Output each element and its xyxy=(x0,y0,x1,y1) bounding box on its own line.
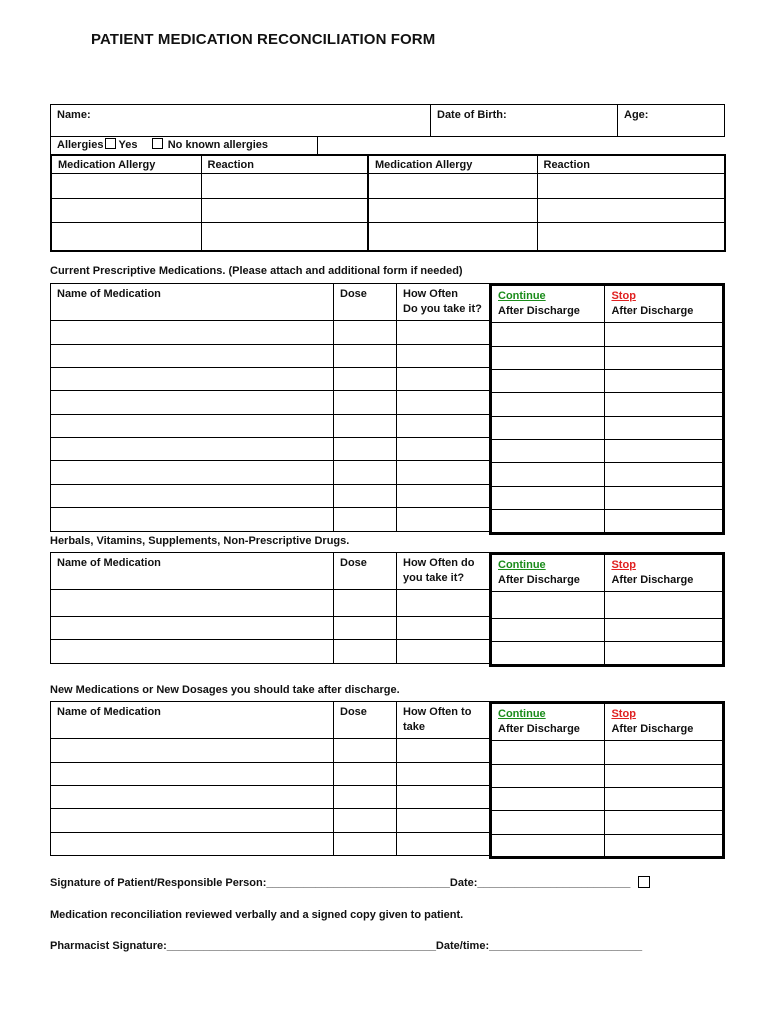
stop-cell[interactable] xyxy=(605,835,724,858)
discharge-row xyxy=(491,765,724,788)
allergy-cell[interactable] xyxy=(201,174,368,199)
med-cell[interactable] xyxy=(51,763,334,786)
med-cell[interactable] xyxy=(51,321,334,345)
continue-cell[interactable] xyxy=(491,323,605,347)
discharge-row xyxy=(491,592,724,619)
med-cell[interactable] xyxy=(397,739,491,763)
med-cell[interactable] xyxy=(334,415,397,438)
after-discharge-label: After Discharge xyxy=(498,305,580,317)
medication-row xyxy=(51,786,491,809)
med-cell[interactable] xyxy=(51,590,334,617)
signature-checkbox[interactable] xyxy=(638,876,650,888)
col-name-of-medication: Name of Medication xyxy=(51,702,334,739)
med-cell[interactable] xyxy=(397,786,491,809)
col-name-of-medication: Name of Medication xyxy=(51,284,334,321)
stop-cell[interactable] xyxy=(605,510,724,534)
medication-row xyxy=(51,438,491,461)
continue-cell[interactable] xyxy=(491,788,605,811)
medication-row xyxy=(51,617,491,640)
med-cell[interactable] xyxy=(397,809,491,833)
name-field[interactable] xyxy=(51,105,431,137)
allergy-cell[interactable] xyxy=(201,199,368,223)
med-cell[interactable] xyxy=(397,763,491,786)
med-cell[interactable] xyxy=(51,809,334,833)
stop-cell[interactable] xyxy=(605,619,724,642)
new-meds-discharge-table xyxy=(489,701,725,859)
medication-row xyxy=(51,485,491,508)
new-meds-heading: New Medications or New Dosages you should take after discharge. xyxy=(50,684,400,696)
patient-signature-line[interactable] xyxy=(50,877,630,889)
medication-row xyxy=(51,345,491,368)
stop-cell[interactable] xyxy=(605,347,724,370)
med-cell[interactable] xyxy=(51,485,334,508)
after-discharge-label: After Discharge xyxy=(611,574,694,586)
med-cell[interactable] xyxy=(51,508,334,532)
med-cell[interactable] xyxy=(51,617,334,640)
age-field[interactable] xyxy=(618,105,725,137)
allergy-cell[interactable] xyxy=(537,223,725,251)
discharge-row xyxy=(491,642,724,666)
col-how-often xyxy=(397,284,491,321)
patient-info-table xyxy=(50,104,725,137)
after-discharge-label: After Discharge xyxy=(498,723,580,735)
medication-row xyxy=(51,640,491,664)
med-cell[interactable] xyxy=(334,833,397,856)
continue-header xyxy=(491,554,605,592)
discharge-row xyxy=(491,440,724,463)
no-known-allergies-checkbox[interactable] xyxy=(152,138,163,149)
med-cell[interactable] xyxy=(397,590,491,617)
continue-cell[interactable] xyxy=(491,370,605,393)
continue-cell[interactable] xyxy=(491,393,605,417)
med-cell[interactable] xyxy=(397,617,491,640)
med-cell[interactable] xyxy=(51,640,334,664)
med-cell[interactable] xyxy=(51,833,334,856)
stop-cell[interactable] xyxy=(605,592,724,619)
continue-header xyxy=(491,703,605,741)
stop-cell[interactable] xyxy=(605,370,724,393)
med-cell[interactable] xyxy=(51,438,334,461)
allergies-label: Allergies xyxy=(57,139,104,151)
col-dose: Dose xyxy=(334,284,397,321)
med-cell[interactable] xyxy=(334,391,397,415)
allergy-cell[interactable] xyxy=(368,223,537,251)
stop-header xyxy=(605,554,724,592)
stop-label: Stop xyxy=(611,559,636,571)
stop-cell[interactable] xyxy=(605,741,724,765)
stop-cell[interactable] xyxy=(605,417,724,440)
herbals-discharge-table xyxy=(489,552,725,667)
discharge-row xyxy=(491,347,724,370)
herbals-table xyxy=(50,552,491,664)
allergy-cell[interactable] xyxy=(368,174,537,199)
col-dose: Dose xyxy=(334,702,397,739)
allergy-cell[interactable] xyxy=(537,199,725,223)
med-cell[interactable] xyxy=(334,786,397,809)
allergy-cell[interactable] xyxy=(51,174,201,199)
stop-cell[interactable] xyxy=(605,487,724,510)
discharge-row xyxy=(491,370,724,393)
after-discharge-label: After Discharge xyxy=(498,574,580,586)
discharge-row xyxy=(491,811,724,835)
stop-cell[interactable] xyxy=(605,440,724,463)
med-cell[interactable] xyxy=(334,763,397,786)
med-cell[interactable] xyxy=(397,833,491,856)
medication-row xyxy=(51,508,491,532)
med-cell[interactable] xyxy=(51,786,334,809)
med-cell[interactable] xyxy=(397,391,491,415)
stop-cell[interactable] xyxy=(605,463,724,487)
allergy-cell[interactable] xyxy=(537,174,725,199)
patient-signature-text: Signature of Patient/Responsible Person:______________________________Date:_________________________ xyxy=(50,877,631,889)
stop-cell[interactable] xyxy=(605,811,724,835)
med-cell[interactable] xyxy=(334,438,397,461)
medication-row xyxy=(51,461,491,485)
continue-cell[interactable] xyxy=(491,835,605,858)
med-cell[interactable] xyxy=(397,368,491,391)
after-discharge-label: After Discharge xyxy=(611,305,694,317)
how-often-line-1: How Often to xyxy=(403,706,472,718)
allergy-row xyxy=(51,223,725,251)
med-cell[interactable] xyxy=(51,415,334,438)
how-often-line-2: take xyxy=(403,721,426,733)
discharge-row xyxy=(491,741,724,765)
med-cell[interactable] xyxy=(397,345,491,368)
med-cell[interactable] xyxy=(334,368,397,391)
medication-row xyxy=(51,739,491,763)
form-title: PATIENT MEDICATION RECONCILIATION FORM xyxy=(91,31,436,48)
allergy-cell[interactable] xyxy=(51,223,201,251)
medication-row xyxy=(51,809,491,833)
med-cell[interactable] xyxy=(51,461,334,485)
continue-cell[interactable] xyxy=(491,619,605,642)
allergy-col-2: Reaction xyxy=(201,155,368,174)
med-cell[interactable] xyxy=(334,809,397,833)
pharmacist-signature-text: Pharmacist Signature:____________________________________________Date/time:_________________________ xyxy=(50,940,643,952)
pharmacist-signature-line[interactable] xyxy=(50,940,642,952)
allergy-col-1: Medication Allergy xyxy=(51,155,201,174)
allergies-row xyxy=(50,136,725,155)
med-cell[interactable] xyxy=(334,590,397,617)
age-label: Age: xyxy=(624,109,649,121)
med-cell[interactable] xyxy=(397,485,491,508)
stop-header xyxy=(605,285,724,323)
continue-cell[interactable] xyxy=(491,347,605,370)
continue-cell[interactable] xyxy=(491,642,605,666)
discharge-row xyxy=(491,417,724,440)
col-name-of-medication: Name of Medication xyxy=(51,553,334,590)
after-discharge-label: After Discharge xyxy=(611,723,694,735)
med-cell[interactable] xyxy=(334,508,397,532)
med-cell[interactable] xyxy=(397,438,491,461)
allergy-col-3: Medication Allergy xyxy=(368,155,537,174)
continue-cell[interactable] xyxy=(491,487,605,510)
how-often-line-1: How Often do xyxy=(403,557,475,569)
med-cell[interactable] xyxy=(397,415,491,438)
dob-label: Date of Birth: xyxy=(437,109,507,121)
prescriptive-discharge-table xyxy=(489,283,725,535)
how-often-line-2: Do you take it? xyxy=(403,303,482,315)
stop-cell[interactable] xyxy=(605,788,724,811)
continue-cell[interactable] xyxy=(491,510,605,534)
discharge-row xyxy=(491,619,724,642)
med-cell[interactable] xyxy=(51,391,334,415)
continue-header xyxy=(491,285,605,323)
new-meds-table xyxy=(50,701,491,856)
stop-header xyxy=(605,703,724,741)
reviewed-statement: Medication reconciliation reviewed verbally and a signed copy given to patient. xyxy=(50,909,464,921)
allergies-spacer xyxy=(318,137,725,155)
continue-cell[interactable] xyxy=(491,592,605,619)
no-known-allergies-label: No known allergies xyxy=(167,139,268,151)
discharge-row xyxy=(491,835,724,858)
continue-cell[interactable] xyxy=(491,463,605,487)
how-often-line-2: you take it? xyxy=(403,572,465,584)
continue-cell[interactable] xyxy=(491,741,605,765)
medication-row xyxy=(51,833,491,856)
med-cell[interactable] xyxy=(334,461,397,485)
continue-cell[interactable] xyxy=(491,811,605,835)
discharge-row xyxy=(491,463,724,487)
med-cell[interactable] xyxy=(334,739,397,763)
med-cell[interactable] xyxy=(51,739,334,763)
discharge-row xyxy=(491,487,724,510)
dob-field[interactable] xyxy=(431,105,618,137)
medication-row xyxy=(51,415,491,438)
medication-row xyxy=(51,590,491,617)
how-often-line-1: How Often xyxy=(403,288,458,300)
col-dose: Dose xyxy=(334,553,397,590)
med-cell[interactable] xyxy=(334,617,397,640)
continue-label: Continue xyxy=(498,708,546,720)
col-how-often xyxy=(397,702,491,739)
continue-cell[interactable] xyxy=(491,417,605,440)
name-label: Name: xyxy=(57,109,91,121)
allergy-cell[interactable] xyxy=(51,199,201,223)
medication-row xyxy=(51,368,491,391)
discharge-row xyxy=(491,510,724,534)
discharge-row xyxy=(491,788,724,811)
med-cell[interactable] xyxy=(397,461,491,485)
allergy-row xyxy=(51,174,725,199)
stop-cell[interactable] xyxy=(605,323,724,347)
allergy-cell[interactable] xyxy=(201,223,368,251)
med-cell[interactable] xyxy=(334,321,397,345)
allergies-yes-label: Yes xyxy=(118,139,138,151)
med-cell[interactable] xyxy=(51,368,334,391)
discharge-row xyxy=(491,323,724,347)
continue-label: Continue xyxy=(498,559,546,571)
allergy-table xyxy=(50,154,726,252)
med-cell[interactable] xyxy=(334,345,397,368)
allergy-col-4: Reaction xyxy=(537,155,725,174)
herbals-heading: Herbals, Vitamins, Supplements, Non-Prescriptive Drugs. xyxy=(50,535,350,547)
medication-row xyxy=(51,763,491,786)
allergy-cell[interactable] xyxy=(368,199,537,223)
stop-cell[interactable] xyxy=(605,393,724,417)
medication-row xyxy=(51,391,491,415)
col-how-often xyxy=(397,553,491,590)
med-cell[interactable] xyxy=(397,321,491,345)
continue-cell[interactable] xyxy=(491,440,605,463)
med-cell[interactable] xyxy=(334,485,397,508)
med-cell[interactable] xyxy=(397,640,491,664)
stop-label: Stop xyxy=(611,290,636,302)
stop-cell[interactable] xyxy=(605,765,724,788)
continue-cell[interactable] xyxy=(491,765,605,788)
discharge-row xyxy=(491,393,724,417)
med-cell[interactable] xyxy=(51,345,334,368)
allergies-choice xyxy=(51,137,318,155)
allergies-yes-checkbox[interactable] xyxy=(105,138,116,149)
allergy-row xyxy=(51,199,725,223)
prescriptive-heading: Current Prescriptive Medications. (Please attach and additional form if needed) xyxy=(50,265,463,277)
medication-row xyxy=(51,321,491,345)
med-cell[interactable] xyxy=(397,508,491,532)
stop-label: Stop xyxy=(611,708,636,720)
stop-cell[interactable] xyxy=(605,642,724,666)
med-cell[interactable] xyxy=(334,640,397,664)
continue-label: Continue xyxy=(498,290,546,302)
prescriptive-table xyxy=(50,283,491,532)
